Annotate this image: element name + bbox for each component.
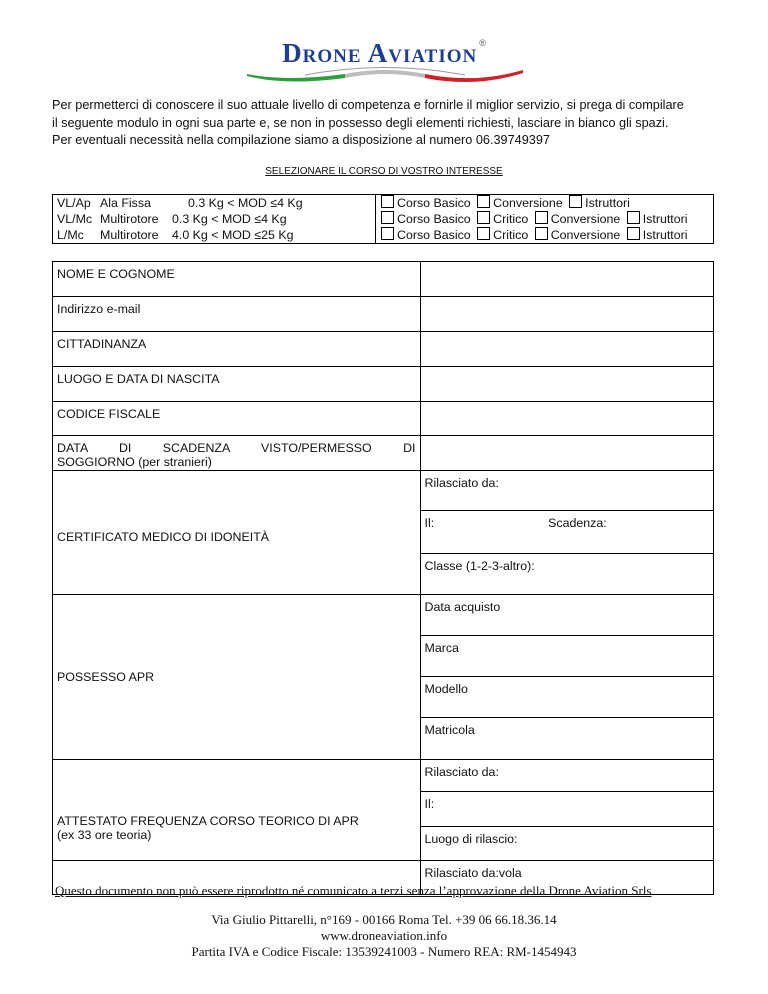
footer-note: Questo documento non può essere riprodotto né comunicato a terzi senza l’approvazione della Drone Aviation Srls — [55, 883, 652, 898]
field-cert-il[interactable]: Il: Scadenza: — [420, 511, 714, 554]
course-row — [57, 211, 371, 227]
field-apr-marca[interactable]: Marca — [420, 636, 714, 677]
course-range: 4.0 Kg < MOD ≤25 Kg — [172, 228, 294, 242]
option-label: Corso Basico — [397, 228, 471, 242]
checkbox-conversione[interactable] — [535, 211, 548, 224]
label-nome: NOME E COGNOME — [53, 262, 421, 297]
label-visto: DATA DI SCADENZA VISTO/PERMESSO DI SOGGIORNO (per stranieri) — [53, 436, 421, 471]
footer-website: www.droneaviation.info — [320, 928, 448, 943]
checkbox-corso-basico[interactable] — [381, 227, 394, 240]
checkbox-critico[interactable] — [477, 211, 490, 224]
logo-brand: Drone Aviation — [282, 38, 478, 68]
course-row — [57, 227, 371, 243]
option-label: Conversione — [493, 196, 563, 210]
checkbox-istruttori[interactable] — [627, 227, 640, 240]
field-email[interactable] — [420, 297, 714, 332]
label-certificato: CERTIFICATO MEDICO DI IDONEITÀ — [53, 471, 421, 595]
italian-flag-swoosh-icon — [245, 60, 525, 82]
course-range: 0.3 Kg < MOD ≤4 Kg — [172, 212, 287, 226]
field-visto[interactable] — [420, 436, 714, 471]
intro-line-2: il seguente modulo in ogni sua parte e, se non in possesso degli elementi richiesti, lasciare in bianco gli spazi. — [52, 115, 669, 130]
field-apr-modello[interactable]: Modello — [420, 677, 714, 718]
checkbox-corso-basico[interactable] — [381, 211, 394, 224]
label-email: Indirizzo e-mail — [53, 297, 421, 332]
course-code: VL/Ap — [57, 196, 91, 210]
field-att-il[interactable]: Il: — [420, 792, 714, 827]
course-options-row — [380, 195, 709, 211]
field-codice-fiscale[interactable] — [420, 402, 714, 436]
intro-line-1: Per permetterci di conoscere il suo attuale livello di competenza e fornirle il miglior servizio, si prega di compilare — [52, 98, 684, 112]
label-attestato: ATTESTATO FREQUENZA CORSO TEORICO DI APR (ex 33 ore teoria) — [53, 760, 421, 861]
option-label: Corso Basico — [397, 196, 471, 210]
option-label: Conversione — [550, 212, 621, 226]
option-label: Istruttori — [585, 196, 630, 210]
course-code: L/Mc — [57, 228, 84, 242]
footer-vat: Partita IVA e Codice Fiscale: 13539241003 - Numero REA: RM-1454943 — [191, 944, 577, 959]
field-apr-data[interactable]: Data acquisto — [420, 595, 714, 636]
field-apr-matricola[interactable]: Matricola — [420, 718, 714, 760]
option-label: Istruttori — [642, 212, 688, 226]
course-categories — [53, 195, 376, 244]
checkbox-istruttori[interactable] — [569, 195, 582, 208]
field-nome[interactable] — [420, 262, 714, 297]
option-label: Istruttori — [642, 228, 688, 242]
field-att-luogo[interactable]: Luogo di rilascio: — [420, 827, 714, 861]
intro-text — [52, 97, 732, 150]
course-kind: Multirotore — [100, 228, 159, 242]
course-kind: Ala Fissa — [100, 196, 151, 210]
course-options — [376, 195, 714, 244]
intro-line-3: Per eventuali necessità nella compilazione siamo a disposizione al numero 06.39749397 — [52, 133, 550, 147]
option-label: Critico — [493, 228, 529, 242]
checkbox-istruttori[interactable] — [627, 211, 640, 224]
field-cittadinanza[interactable] — [420, 332, 714, 367]
logo-registered: ® — [479, 38, 486, 48]
course-code: VL/Mc — [57, 212, 93, 226]
checkbox-critico[interactable] — [477, 227, 490, 240]
checkbox-corso-basico[interactable] — [381, 195, 394, 208]
checkbox-conversione[interactable] — [535, 227, 548, 240]
option-label: Conversione — [550, 228, 621, 242]
field-cert-classe[interactable]: Classe (1-2-3-altro): — [420, 554, 714, 595]
option-label: Critico — [493, 212, 529, 226]
registration-form — [52, 261, 714, 895]
footer-address-line: Via Giulio Pittarelli, n°169 - 00166 Roma Tel. +39 06 66.18.36.14 — [211, 912, 557, 927]
field-cert-rilasciato[interactable]: Rilasciato da: — [420, 471, 714, 511]
checkbox-conversione[interactable] — [477, 195, 490, 208]
field-vola[interactable]: Rilasciato da:vola — [420, 861, 714, 895]
label-possesso-apr: POSSESSO APR — [53, 595, 421, 760]
option-label: Corso Basico — [397, 212, 471, 226]
label-luogo-nascita: LUOGO E DATA DI NASCITA — [53, 367, 421, 402]
label-codice-fiscale: CODICE FISCALE — [53, 402, 421, 436]
select-course-heading: SELEZIONARE IL CORSO DI VOSTRO INTERESSE — [265, 166, 503, 177]
field-att-rilasciato[interactable]: Rilasciato da: — [420, 760, 714, 792]
course-row — [57, 195, 371, 211]
course-range: 0.3 Kg < MOD ≤4 Kg — [188, 196, 303, 210]
courses-table — [52, 194, 714, 244]
course-options-row — [380, 227, 709, 243]
footer-address — [0, 912, 768, 960]
course-kind: Multirotore — [100, 212, 159, 226]
field-luogo-nascita[interactable] — [420, 367, 714, 402]
label-cittadinanza: CITTADINANZA — [53, 332, 421, 367]
course-options-row — [380, 211, 709, 227]
